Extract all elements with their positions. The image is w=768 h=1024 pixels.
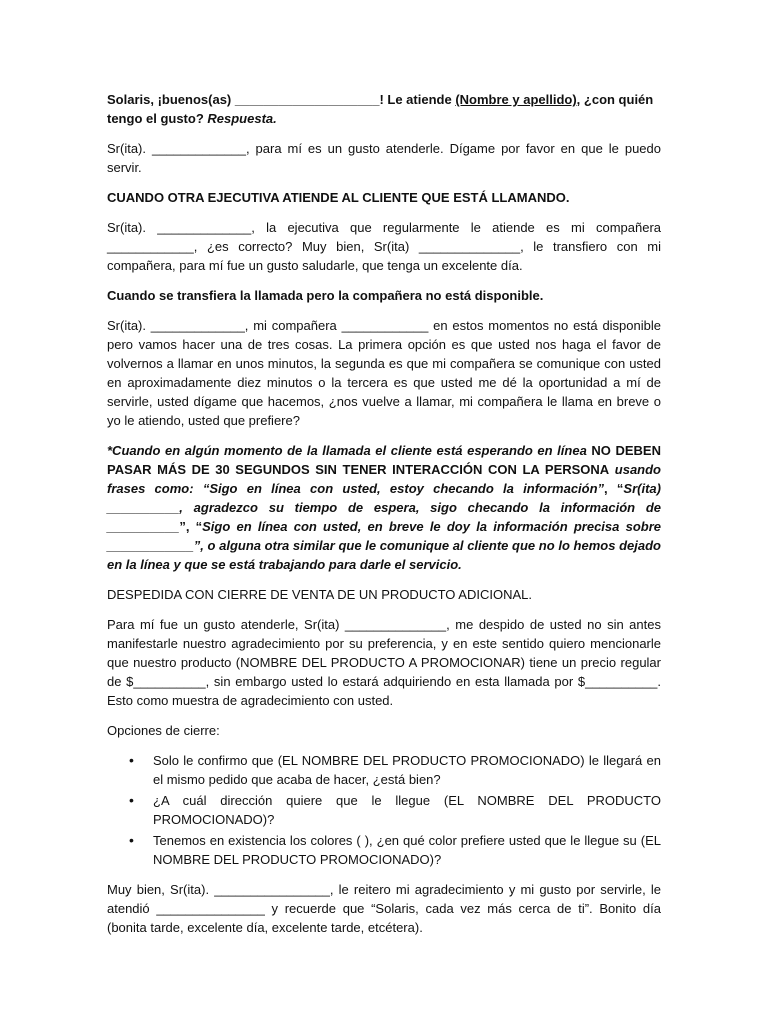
list-item: • Solo le confirmo que (EL NOMBRE DEL PRODUCTO PROMOCIONADO) le llegará en el mismo pedido que acaba de hacer, ¿está bien? (153, 751, 661, 789)
closing-options-list (107, 751, 661, 869)
not-available-paragraph: Sr(ita). _____________, mi compañera ____________ en estos momentos no está disponible pero vamos hacer una de tres cosas. La primera opción es que usted nos haga el favor de volvernos a llamar en unos minutos, la segunda es que mi compañera se comunique con usted en aproximadamente diez minutos o la tercera es que usted me dé la oportunidad a mí de servirle, usted dígame que hacemos, ¿nos vuelve a llamar, mi compañera le llama en breve o yo le atiendo, usted que prefiere? (107, 318, 661, 428)
greeting-text-2: ¿con quién tengo el gusto? (107, 92, 654, 126)
transfer-paragraph: Sr(ita). _____________, la ejecutiva que regularmente le atiende es mi compañera ____________, ¿es correcto? Muy bien, Sr(ita) ______________, le transfiero con mi compañera, para mí fue un gusto saludarle, que tenga un excelente día. (107, 220, 661, 273)
answer-label: Respuesta. (207, 111, 277, 126)
note-phrase-2: Sr(ita) __________, agradezco su tiempo de espera, sigo checando la información de __________ (107, 481, 661, 534)
list-item: • Tenemos en existencia los colores ( ), ¿en qué color prefiere usted que le llegue su (EL NOMBRE DEL PRODUCTO PROMOCIONADO)? (153, 831, 661, 869)
greeting-paragraph (107, 90, 661, 128)
note-phrase-3: Sigo en línea con usted, en breve le doy la información precisa sobre ____________ (107, 519, 661, 553)
note-text-3: usando frases como: (107, 462, 661, 496)
final-paragraph: Muy bien, Sr(ita). ________________, le reitero mi agradecimiento y mi gusto por servirle, le atendió _______________ y recuerde que “Solaris, cada vez más cerca de ti”. Bonito día (bonita tarde, excelente día, excelente tarde, etcétera). (107, 882, 661, 935)
note-text-1: *Cuando en algún momento de la llamada el cliente está esperando en línea (107, 443, 592, 458)
note-sep-1: , “ (604, 481, 624, 496)
note-emphasis: NO DEBEN PASAR MÁS DE 30 SEGUNDOS SIN TENER INTERACCIÓN CON LA PERSONA (107, 443, 661, 477)
list-item: • ¿A cuál dirección quiere que le llegue (EL NOMBRE DEL PRODUCTO PROMOCIONADO)? (153, 791, 661, 829)
note-text-9: ”, o alguna otra similar que le comunique al cliente que no lo hemos dejado en la línea y que se está trabajando para darle el servicio. (107, 538, 661, 572)
intro-line: Sr(ita). _____________, para mí es un gusto atenderle. Dígame por favor en que le puedo servir. (107, 141, 661, 175)
name-reference: (Nombre y apellido), (455, 92, 581, 107)
closing-options-label: Opciones de cierre: (107, 723, 220, 738)
greeting-text-1: Solaris, ¡buenos(as) ____________________! Le atiende (107, 92, 456, 107)
waiting-note (107, 441, 661, 574)
note-phrase-1: “Sigo en línea con usted, estoy checando la información” (202, 481, 605, 496)
heading-not-available: Cuando se transfiera la llamada pero la compañera no está disponible. (107, 288, 544, 303)
farewell-paragraph: Para mí fue un gusto atenderle, Sr(ita) ______________, me despido de usted no sin antes manifestarle nuestro agradecimiento por su preferencia, y en este sentido quiero mencionarle que nuestro producto (NOMBRE DEL PRODUCTO A PROMOCIONAR) tiene un precio regular de $__________, sin embargo usted lo estará adquiriendo en esta llamada por $__________. Esto como muestra de agradecimiento con usted. (107, 617, 661, 708)
note-sep-2: ”, “ (179, 519, 203, 534)
heading-farewell: DESPEDIDA CON CIERRE DE VENTA DE UN PRODUCTO ADICIONAL. (107, 587, 532, 602)
heading-other-executive: CUANDO OTRA EJECUTIVA ATIENDE AL CLIENTE QUE ESTÁ LLAMANDO. (107, 190, 570, 205)
